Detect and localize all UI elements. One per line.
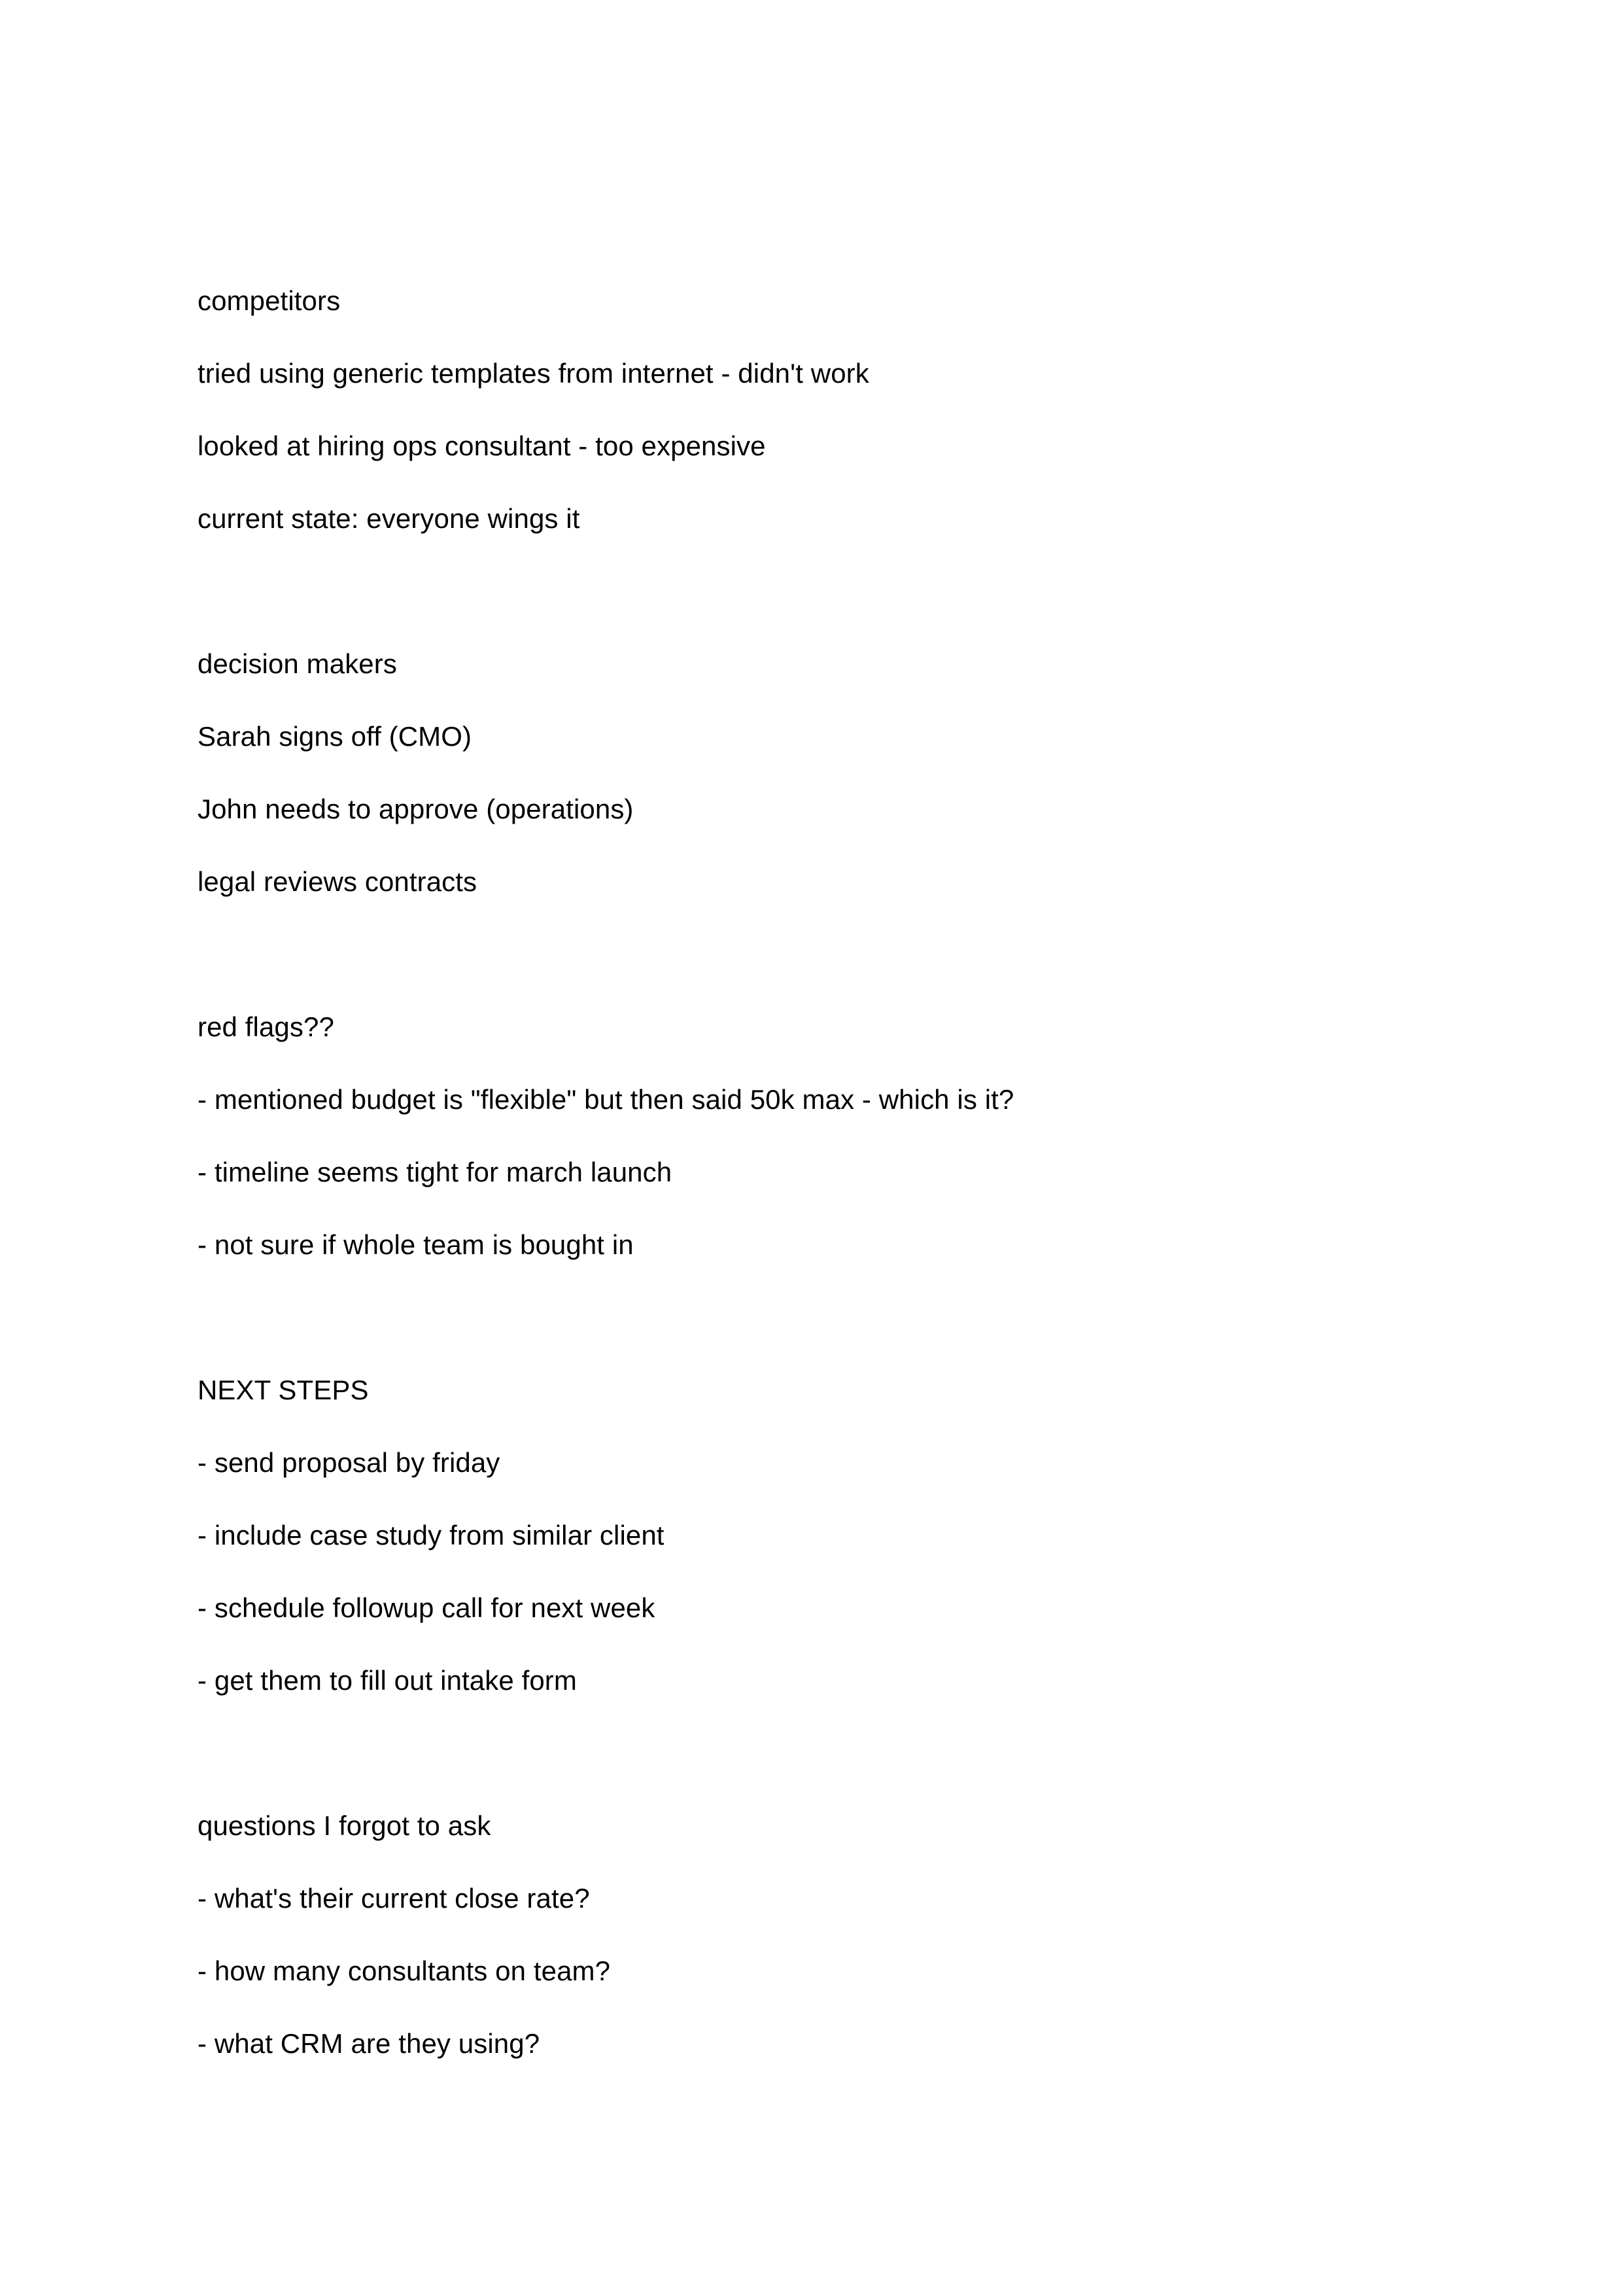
blank-line <box>198 1717 1440 1789</box>
note-line: - mentioned budget is "flexible" but then said 50k max - which is it? <box>198 1084 1014 1115</box>
note-line: - what's their current close rate? <box>198 1883 590 1914</box>
note-line: - send proposal by friday <box>198 1447 500 1478</box>
note-line: - schedule followup call for next week <box>198 1592 655 1623</box>
note-line: current state: everyone wings it <box>198 503 580 534</box>
next-steps-block-heading: NEXT STEPS <box>198 1375 369 1405</box>
note-line: - timeline seems tight for march launch <box>198 1157 672 1187</box>
questions-block-heading: questions I forgot to ask <box>198 1810 491 1841</box>
note-line: - include case study from similar client <box>198 1520 665 1550</box>
note-line: looked at hiring ops consultant - too expensive <box>198 430 766 461</box>
blank-line <box>198 555 1440 627</box>
notes-text-body[interactable] <box>198 264 1440 2080</box>
decision-makers-block-heading: decision makers <box>198 648 397 679</box>
note-line: - get them to fill out intake form <box>198 1665 577 1696</box>
blank-line <box>198 1281 1440 1354</box>
red-flags-block-heading: red flags?? <box>198 1011 334 1042</box>
note-line: tried using generic templates from internet - didn't work <box>198 358 869 389</box>
note-line: - how many consultants on team? <box>198 1955 611 1986</box>
note-line: Sarah signs off (CMO) <box>198 721 472 752</box>
note-line: - not sure if whole team is bought in <box>198 1229 634 1260</box>
note-line: John needs to approve (operations) <box>198 794 634 824</box>
note-line: - what CRM are they using? <box>198 2028 540 2059</box>
note-line: legal reviews contracts <box>198 866 477 897</box>
blank-line <box>198 918 1440 990</box>
competitors-block-heading: competitors <box>198 285 341 316</box>
